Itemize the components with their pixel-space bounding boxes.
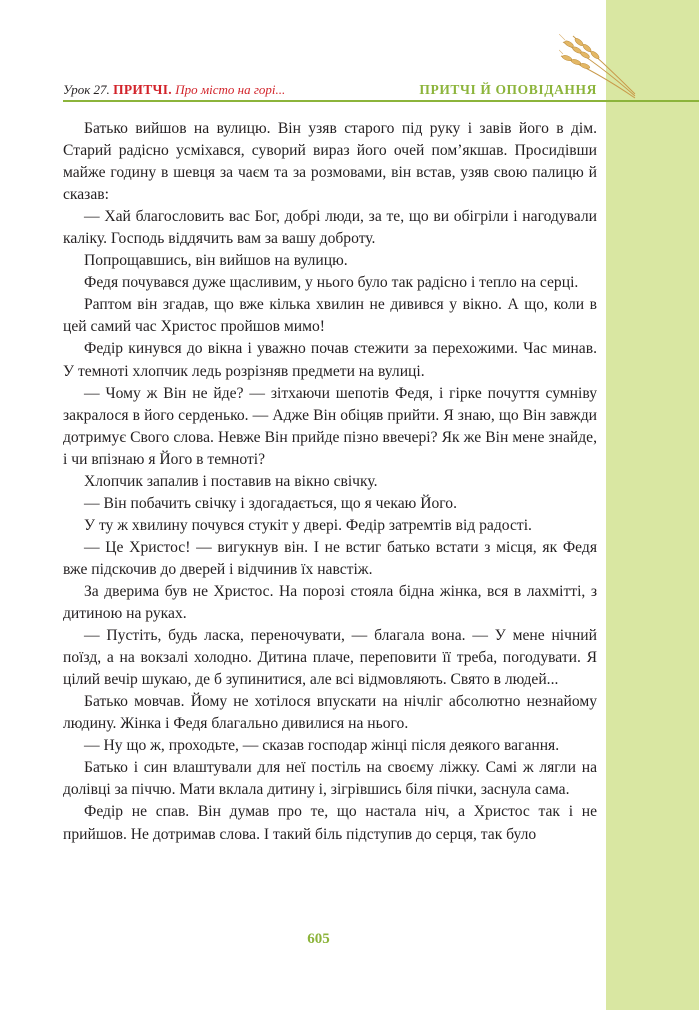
- side-color-strip: [606, 0, 699, 1010]
- paragraph: За дверима був не Христос. На порозі стояла бідна жінка, вся в лахмітті, з дитиною на руках.: [63, 582, 597, 623]
- lesson-subtitle: Про місто на горі...: [175, 82, 286, 97]
- paragraph: — Пустіть, будь ласка, переночувати, — благала вона. — У мене нічний поїзд, а на вокзалі холодно. Дитина плаче, переповити її треба, погодувати. Я цілий вечір шукаю, де б зупинитися, але всі відмовляють. Свято в людей...: [63, 627, 597, 689]
- paragraph: Батько і син влаштували для неї постіль на своєму ліжку. Самі ж лягли на долівці за піччю. Мати вклала дитину і, зігрівшись біля пічки, заснула сама.: [63, 759, 597, 799]
- paragraph: Попрощавшись, він вийшов на вулицю.: [84, 252, 348, 270]
- paragraph: Федя почувався дуже щасливим, у нього було так радісно і тепло на серці.: [84, 274, 579, 292]
- paragraph: — Це Христос! — вигукнув він. І не встиг батько встати з місця, як Федя вже підскочив до дверей і відчинив їх навстіж.: [63, 538, 597, 578]
- paragraph: Хлопчик запалив і поставив на вікно свічку.: [84, 472, 378, 490]
- paragraph: — Хай благословить вас Бог, добрі люди, за те, що ви обігріли і нагодували каліку. Господь віддячить вам за вашу доброту.: [63, 208, 597, 248]
- paragraph: Батько мовчав. Йому не хотілося впускати на нічліг абсолютно незнайому людину. Жінка і Федя благально дивилися на нього.: [63, 693, 597, 733]
- story-text: [63, 118, 597, 846]
- page-number: 605: [307, 931, 330, 947]
- paragraph: Федір кинувся до вікна і уважно почав стежити за перехожими. Час минав. У темноті хлопчик ледь розрізняв предмети на вулиці.: [63, 340, 597, 380]
- paragraph: — Чому ж Він не йде? — зітхаючи шепотів Федя, і гірке почуття сумніву закралося в його серденько. — Адже Він обіцяв прийти. Я знаю, що Він завжди дотримує Свого слова. Невже Він прийде пізно ввечері? Як же Він мене знайде, і чи впізнаю я Його в темноті?: [63, 384, 597, 468]
- lesson-heading: [63, 82, 285, 98]
- chapter-title: ПРИТЧІ Й ОПОВІДАННЯ: [419, 82, 597, 97]
- paragraph: Раптом він згадав, що вже кілька хвилин не дивився у вікно. А що, коли в цей самий час Христос пройшов мимо!: [63, 296, 597, 336]
- paragraph: Батько вийшов на вулицю. Він узяв старого під руку і завів його в дім. Старий радісно усміхався, суворий вираз його очей пом’якшав. Просидівши майже годину в шевця за чаєм та за розмовами, він встав, узяв свою палицю й сказав:: [63, 120, 597, 204]
- section-title: ПРИТЧІ.: [113, 82, 172, 97]
- header-divider: [63, 100, 699, 102]
- page-header: [63, 82, 597, 102]
- paragraph: — Він побачить свічку і здогадається, що я чекаю Його.: [84, 494, 457, 512]
- lesson-number: Урок 27.: [63, 82, 110, 97]
- paragraph: Федір не спав. Він думав про те, що настала ніч, а Христос так і не прийшов. Не дотримав слова. І такий біль підступив до серця, так було: [63, 803, 597, 843]
- paragraph: У ту ж хвилину почувся стукіт у двері. Федір затремтів від радості.: [84, 516, 532, 534]
- paragraph: — Ну що ж, проходьте, — сказав господар жінці після деякого вагання.: [84, 737, 560, 755]
